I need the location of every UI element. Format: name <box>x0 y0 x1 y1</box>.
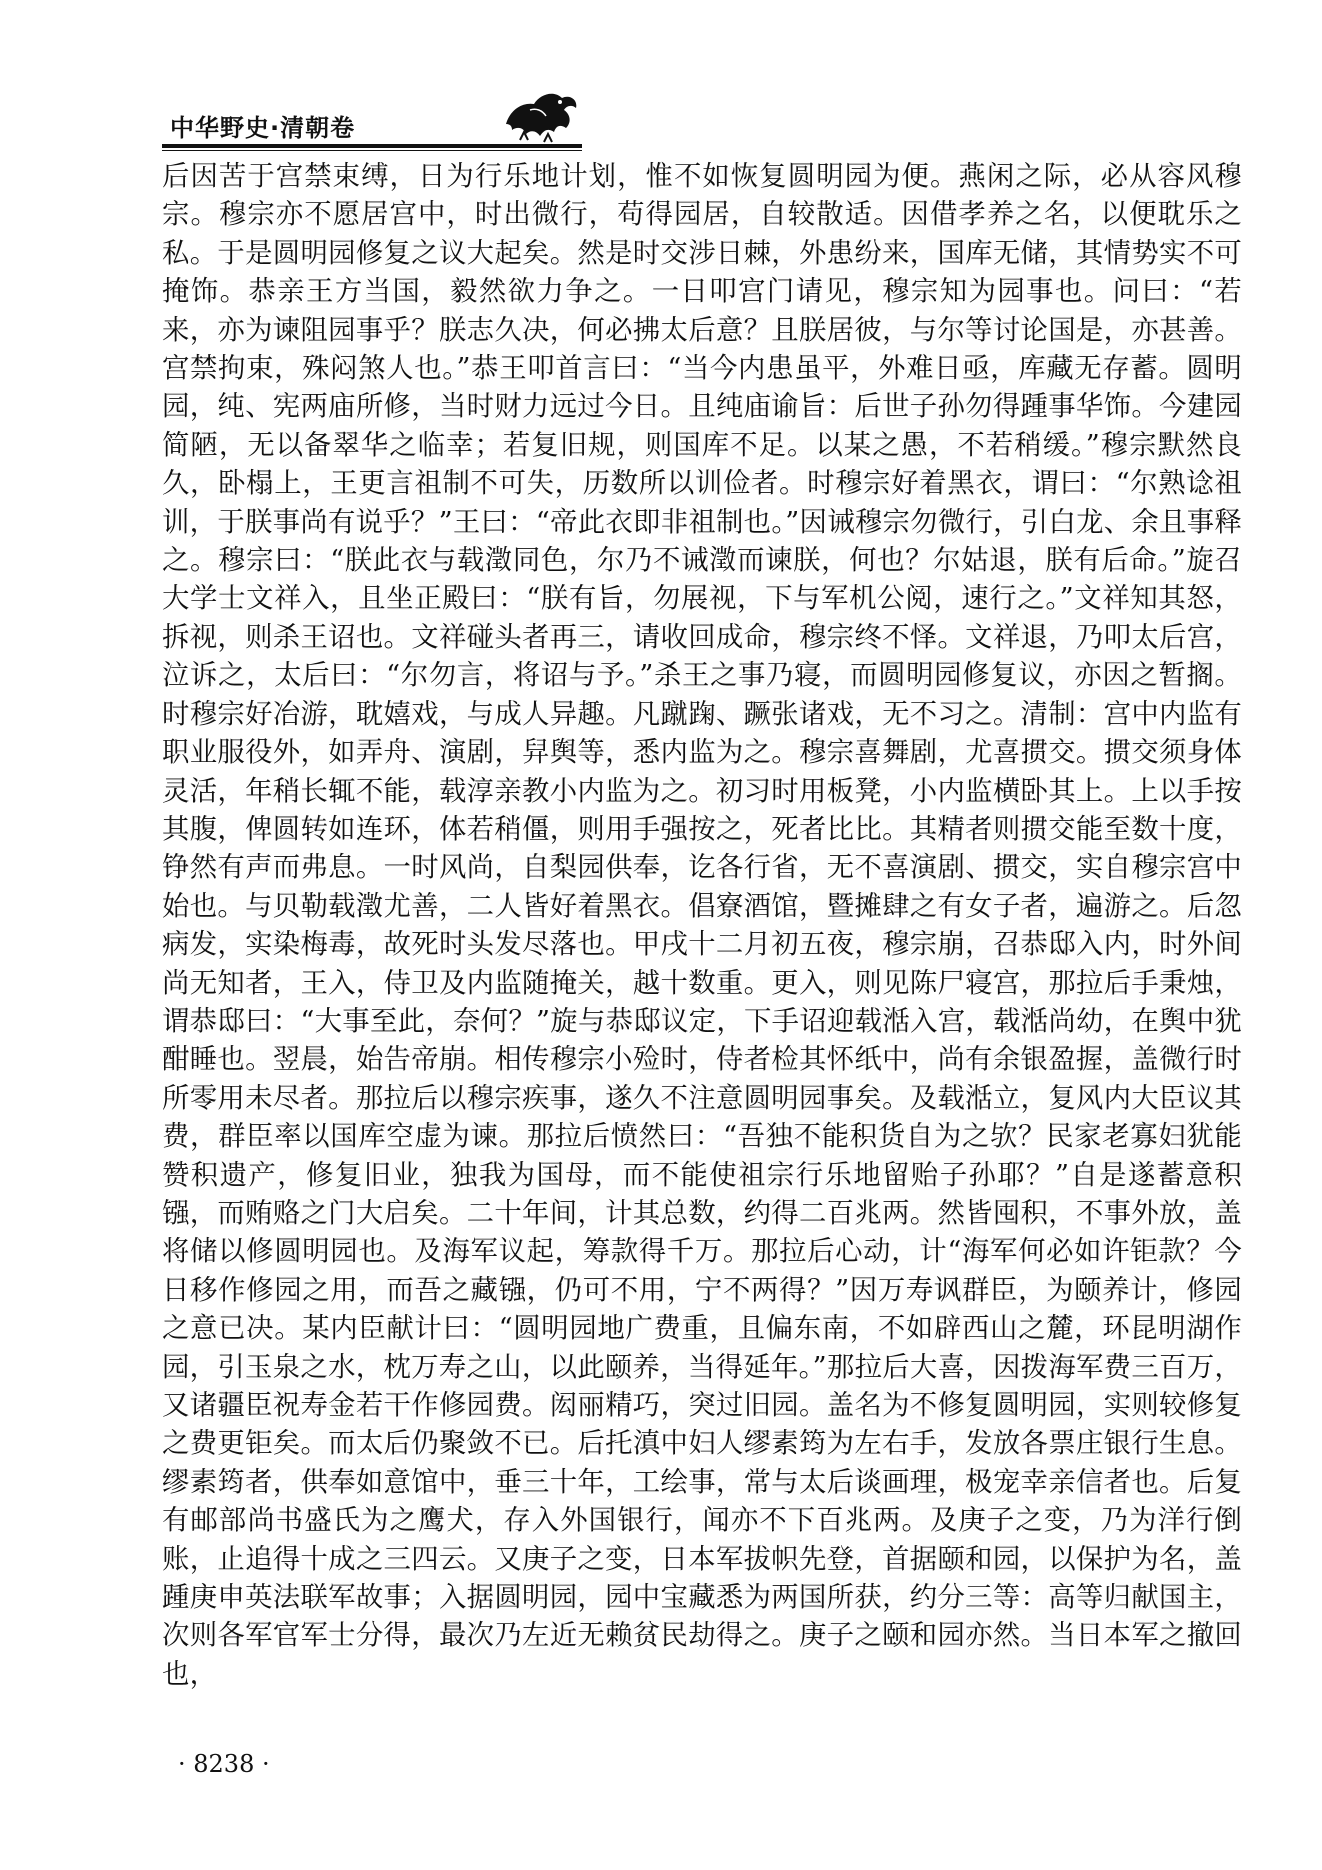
page-number: · 8238 · <box>178 1750 270 1778</box>
body-paragraph: 后因苦于宫禁束缚，日为行乐地计划，惟不如恢复圆明园为便。燕闲之际，必从容风穆宗。穆宗亦不愿居宫中，时出微行，苟得园居，自较散适。因借孝养之名，以便耽乐之私。于是圆明园修复之议大起矣。然是时交涉日棘，外患纷来，国库无储，其情势实不可掩饰。恭亲王方当国，毅然欲力争之。一日叩宫门请见，穆宗知为园事也。问曰：“若来，亦为谏阻园事乎？朕志久决，何必拂太后意？且朕居彼，与尔等讨论国是，亦甚善。宫禁拘束，殊闷煞人也。”恭王叩首言曰：“当今内患虽平，外难日亟，库藏无存蓄。圆明园，纯、宪两庙所修，当时财力远过今日。且纯庙谕旨：后世子孙勿得踵事华饰。今建园简陋，无以备翠华之临幸；若复旧规，则国库不足。以某之愚，不若稍缓。”穆宗默然良久，卧榻上，王更言祖制不可失，历数所以训俭者。时穆宗好着黑衣，谓曰：“尔熟谂祖训，于朕事尚有说乎？”王曰：“帝此衣即非祖制也。”因诫穆宗勿微行，引白龙、余且事释之。穆宗曰：“朕此衣与载澂同色，尔乃不诫澂而谏朕，何也？尔姑退，朕有后命。”旋召大学士文祥入，且坐正殿曰：“朕有旨，勿展视，下与军机公阅，速行之。”文祥知其怒，拆视，则杀王诏也。文祥碰头者再三，请收回成命，穆宗终不怿。文祥退，乃叩太后宫，泣诉之，太后曰：“尔勿言，将诏与予。”杀王之事乃寝，而圆明园修复议，亦因之暂搁。时穆宗好冶游，耽嬉戏，与成人异趣。凡蹴踘、蹶张诸戏，无不习之。清制：宫中内监有职业服役外，如弄舟、演剧，舁舆等，悉内监为之。穆宗喜舞剧，尤喜掼交。掼交须身体灵活，年稍长辄不能，载淳亲教小内监为之。初习时用板凳，小内监横卧其上。上以手按其腹，俾圆转如连环，体若稍僵，则用手强按之，死者比比。其精者则掼交能至数十度，铮然有声而弗息。一时风尚，自梨园供奉，讫各行省，无不喜演剧、掼交，实自穆宗宫中始也。与贝勒载澂尤善，二人皆好着黑衣。倡寮酒馆，暨摊肆之有女子者，遍游之。后忽病发，实染梅毒，故死时头发尽落也。甲戌十二月初五夜，穆宗崩，召恭邸入内，时外间尚无知者，王入，侍卫及内监随掩关，越十数重。更入，则见陈尸寝宫，那拉后手秉烛，谓恭邸曰：“大事至此，奈何？”旋与恭邸议定，下手诏迎载湉入宫，载湉尚幼，在舆中犹酣睡也。翌晨，始告帝崩。相传穆宗小殓时，侍者检其怀纸中，尚有余银盈握，盖微行时所零用未尽者。那拉后以穆宗疾事，遂久不注意圆明园事矣。及载湉立，复风内大臣议其费，群臣率以国库空虚为谏。那拉后愤然曰：“吾独不能积货自为之欤？民家老寡妇犹能赞积遗产，修复旧业，独我为国母，而不能使祖宗行乐地留贻子孙耶？”自是遂蓄意积镪，而贿赂之门大启矣。二十年间，计其总数，约得二百兆两。然皆囤积，不事外放，盖将储以修圆明园也。及海军议起，筹款得千万。那拉后心动，计“海军何必如许钜款？今日移作修园之用，而吾之藏镪，仍可不用，宁不两得？”因万寿讽群臣，为颐养计，修园之意已决。某内臣献计曰：“圆明园地广费重，且偏东南，不如辟西山之麓，环昆明湖作园，引玉泉之水，枕万寿之山，以此颐养，当得延年。”那拉后大喜，因拨海军费三百万，又诸疆臣祝寿金若干作修园费。闳丽精巧，突过旧园。盖名为不修复圆明园，实则较修复之费更钜矣。而太后仍聚敛不已。后托滇中妇人缪素筠为左右手，发放各票庄银行生息。缪素筠者，供奉如意馆中，垂三十年，工绘事，常与太后谈画理，极宠幸亲信者也。后复有邮部尚书盛氏为之鹰犬，存入外国银行，闻亦不下百兆两。及庚子之变，乃为洋行倒账，止追得十成之三四云。又庚子之变，日本军拔帜先登，首据颐和园，以保护为名，盖踵庚申英法联军故事；入据圆明园，园中宝藏悉为两国所获，约分三等：高等归献国主，次则各军官军士分得，最次乃左近无赖贫民劫得之。庚子之颐和园亦然。当日本军之撤回也， <box>162 161 1242 1690</box>
header-rule <box>162 144 582 148</box>
header-rule-thin <box>162 150 582 151</box>
body-text-block <box>162 158 1242 1694</box>
dragon-icon <box>500 80 582 146</box>
page-header <box>162 80 1242 152</box>
book-title: 中华野史·清朝卷 <box>170 114 356 142</box>
